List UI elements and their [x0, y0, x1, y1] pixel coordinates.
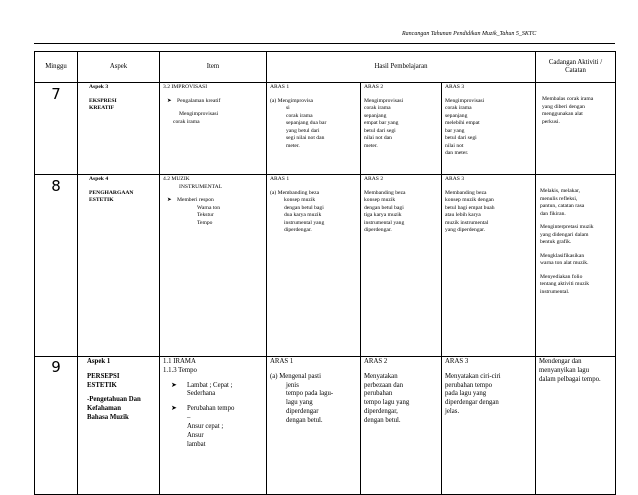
- aras-heading: ARAS 1: [270, 358, 294, 365]
- item-title: 1.1 IRAMA: [163, 358, 196, 365]
- item-title: 1.1.3 Tempo: [163, 366, 197, 374]
- aras-heading: ARAS 2: [364, 84, 384, 90]
- item-sub: Mengimprovisasi: [179, 111, 219, 118]
- item-bullet: ➤ Perubahan tempo – Ansur cepat ; Ansur lambat: [171, 405, 235, 448]
- table-row: [35, 175, 616, 357]
- arrow-bullet-icon: ➤: [167, 197, 172, 204]
- item-title: 3.2 IMPROVISASI: [163, 84, 208, 90]
- aspect-code: Aspek 1: [87, 358, 111, 365]
- item-title: 4.2 MUZIK: [163, 176, 190, 182]
- aras3-cell: ARAS 3 Membanding beza konsep muzik dengan betul bagi empat buah atau lebih karya muzik instrumental yang diperdengar.: [442, 175, 536, 357]
- aras1-cell: ARAS 1 (a) Membanding beza konsep muzik dengan betul bagi dua karya muzik instrumental yang diperdengar.: [267, 175, 361, 357]
- aras-heading: ARAS 3: [445, 176, 465, 182]
- aspect-name: ESTETIK: [89, 197, 114, 204]
- aras2-cell: ARAS 2 Membanding beza konsep muzik dengan betul bagi tiga karya muzik instrumental yang diperdengar.: [361, 175, 442, 357]
- cadangan-cell: Mendengar dan menyanyikan lagu dalam pelbagai tempo.: [536, 357, 616, 495]
- item-sub: corak irama: [173, 118, 200, 125]
- col-hasil: Hasil Pembelajaran: [267, 52, 536, 83]
- aras3-cell: ARAS 3 Menyatakan ciri-ciri perubahan tempo pada lagu yang diperdengar dengan jelas.: [442, 357, 536, 495]
- table-header-row: [35, 52, 616, 83]
- item-bullet: ➤ Lambat ; Cepat ; Sederhana: [171, 381, 233, 398]
- col-aspek: Aspek: [78, 52, 160, 83]
- table-row: [35, 83, 616, 175]
- aras-heading: ARAS 1: [270, 176, 290, 182]
- col-cadangan: Cadangan Aktiviti / Catatan: [536, 52, 616, 83]
- item-cell: [160, 83, 267, 175]
- yearly-plan-table: [34, 51, 616, 495]
- aspect-name: KREATIF: [89, 105, 115, 112]
- document-header: Rancangan Tahunan Pendidikan Muzik_Tahun 5_SKTC: [402, 31, 537, 37]
- aspect-name: PERSEPSI: [87, 372, 120, 380]
- col-minggu: Minggu: [35, 52, 78, 83]
- item-sub: Tempo: [197, 219, 213, 226]
- aras3-cell: ARAS 3 Mengimprovisasi corak irama sepanjang melebihi empat bar yang betul dari segi nilai not dan meter.: [442, 83, 536, 175]
- aras1-cell: ARAS 1 (a) Mengenal pasti jenis tempo pada lagu- lagu yang diperdengar dengan betul.: [267, 357, 361, 495]
- item-sub: Warna ton: [197, 204, 221, 211]
- aspect-name: PENGHARGAAN: [89, 189, 134, 196]
- item-cell: [160, 357, 267, 495]
- aspect-cell: [78, 83, 160, 175]
- aspect-name: ESTETIK: [87, 381, 117, 389]
- aras-heading: ARAS 1: [270, 84, 290, 90]
- item-sub: Tekstur: [197, 212, 214, 219]
- week-number: 9: [35, 357, 78, 495]
- aspect-name: Kefahaman: [87, 405, 121, 413]
- aspect-cell: [78, 357, 160, 495]
- aras2-cell: ARAS 2 Menyatakan perbezaan dan perubahan tempo lagu yang diperdengar, dengan betul.: [361, 357, 442, 495]
- aspect-name: -Pengetahuan Dan: [87, 396, 141, 404]
- aras-heading: ARAS 3: [445, 84, 465, 90]
- aras-heading: ARAS 2: [364, 358, 388, 365]
- item-cell: [160, 175, 267, 357]
- arrow-bullet-icon: ➤: [167, 97, 172, 104]
- aspect-code: Aspek 4: [89, 176, 109, 182]
- aspect-cell: [78, 175, 160, 357]
- item-bullet: ➤ Memberi respon: [167, 197, 214, 204]
- aras2-cell: ARAS 2 Mengimprovisasi corak irama sepanjang empat bar yang betul dari segi nilai not dan meter.: [361, 83, 442, 175]
- week-number: 8: [35, 175, 78, 357]
- item-bullet: ➤ Pengalaman kreatif: [167, 97, 221, 104]
- arrow-bullet-icon: ➤: [171, 381, 177, 389]
- aras-heading: ARAS 2: [364, 176, 384, 182]
- arrow-bullet-icon: ➤: [171, 405, 177, 413]
- item-title: INSTRUMENTAL: [179, 183, 223, 190]
- aras-heading: ARAS 3: [445, 358, 469, 365]
- header-rule: [34, 43, 615, 44]
- week-number: 7: [35, 83, 78, 175]
- col-item: Item: [160, 52, 267, 83]
- aspect-code: Aspek 3: [89, 84, 109, 90]
- table-row: [35, 357, 616, 495]
- aspect-name: Bahasa Muzik: [87, 414, 129, 422]
- cadangan-cell: Melakis, melakar, menulis refleksi, pantun, catatan rasa dan fikiran. Menginterpretasi muzik yang didengari dalam bentuk grafik. Mengklasifikasikan warna ton alat muzik. Menyediakan folio tentang aktiviti muzik instrumental.: [536, 175, 616, 357]
- cadangan-cell: Membalas corak irama yang diberi dengan menggunakan alat perkusi.: [536, 83, 616, 175]
- aspect-name: EKSPRESI: [89, 97, 117, 104]
- aras1-cell: ARAS 1 (a) Mengimprovisa si corak irama sepanjang dua bar yang betul dari segi nilai not dan meter.: [267, 83, 361, 175]
